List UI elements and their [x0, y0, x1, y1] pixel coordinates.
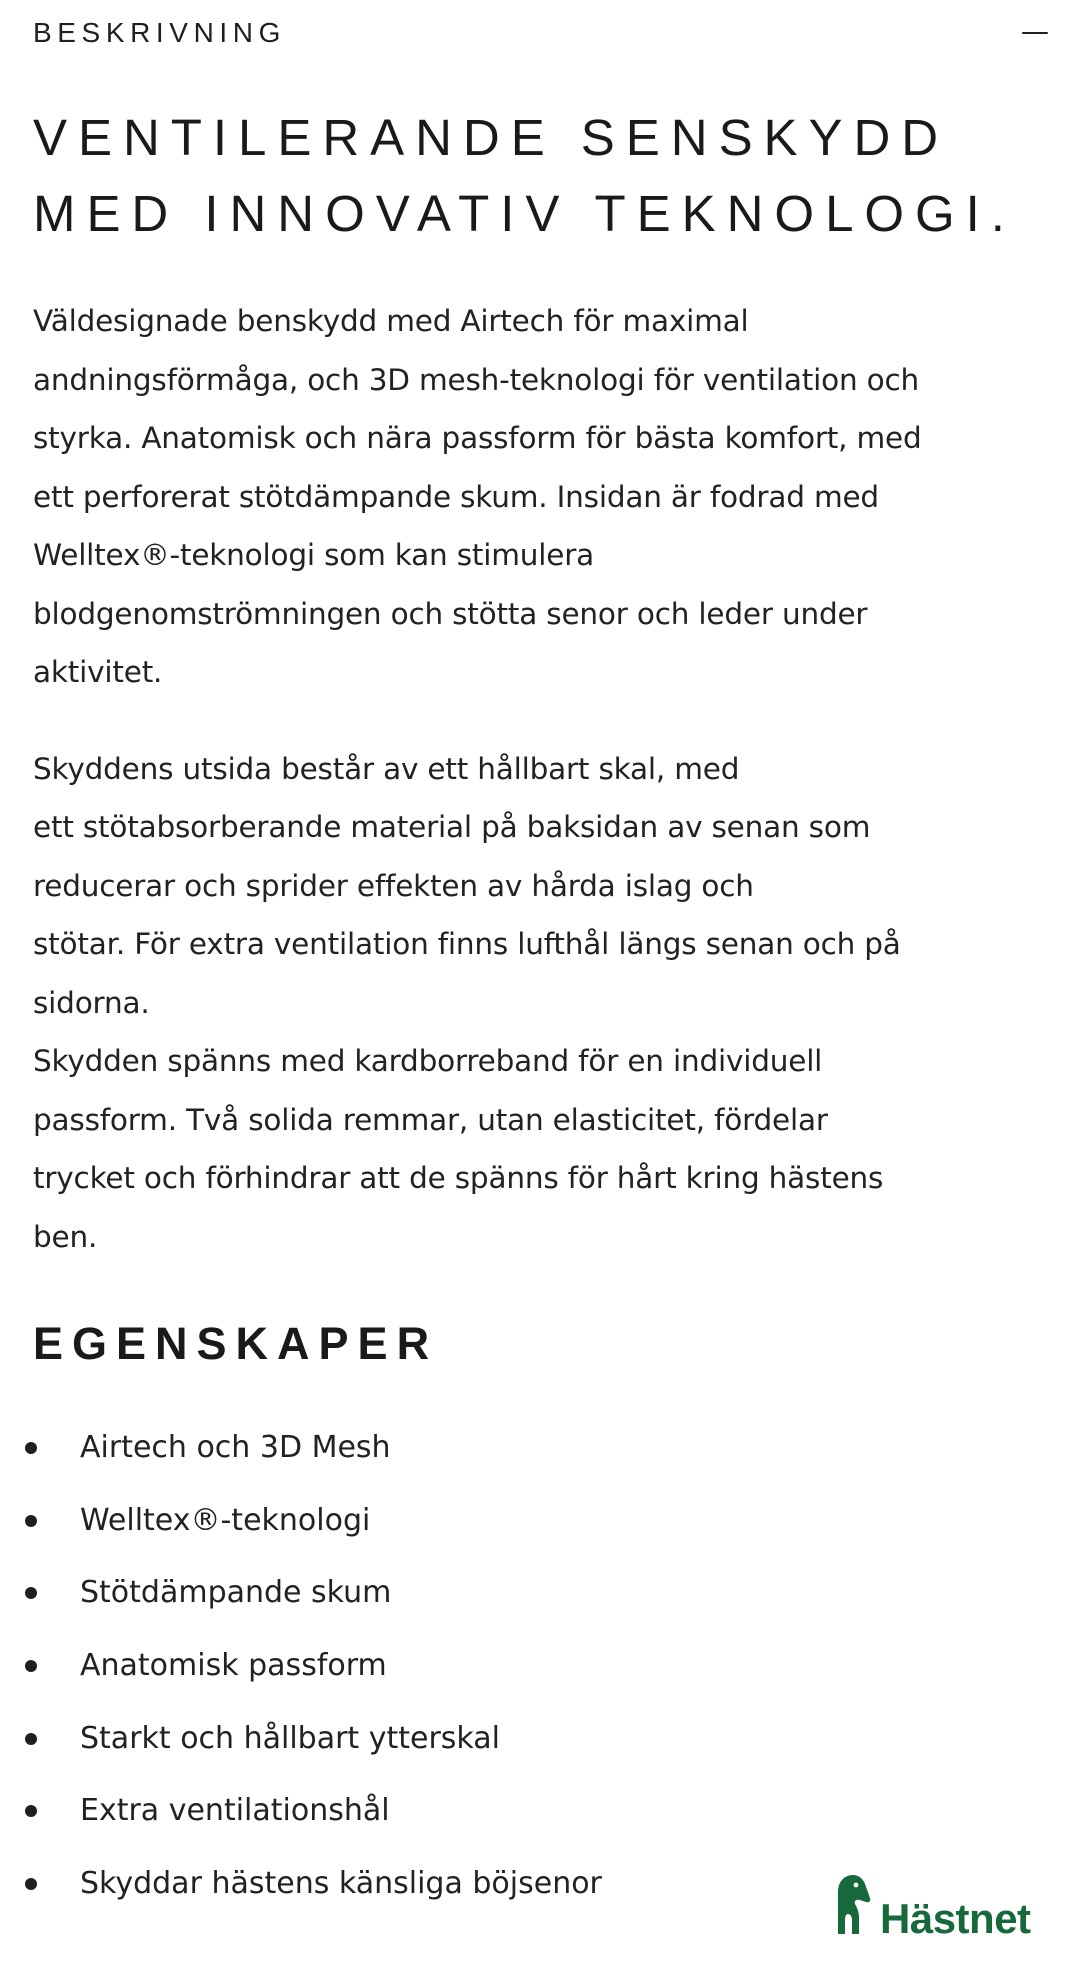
- bullet-icon: [25, 1587, 37, 1599]
- bullet-icon: [25, 1805, 37, 1817]
- text-line: Welltex®-teknologi som kan stimulera: [33, 538, 595, 572]
- bullet-icon: [25, 1660, 37, 1672]
- text-line: reducerar och sprider effekten av hårda islag och: [33, 868, 754, 903]
- features-heading: EGENSKAPER: [33, 1318, 439, 1369]
- feature-label: Starkt och hållbart ytterskal: [80, 1720, 500, 1756]
- minus-icon: [1022, 32, 1048, 35]
- feature-item: [0, 1710, 900, 1783]
- accordion-title: BESKRIVNING: [33, 17, 286, 48]
- feature-item: [0, 1637, 900, 1710]
- text-line: andningsförmåga, och 3D mesh-teknologi för ventilation och: [33, 362, 920, 397]
- text-line: Skyddens utsida består av ett hållbart skal, med: [33, 751, 740, 786]
- bullet-icon: [25, 1515, 37, 1527]
- feature-label: Stötdämpande skum: [80, 1575, 392, 1611]
- text-line: ett stötabsorberande material på baksidan av senan som: [33, 810, 871, 844]
- product-description-heading: [33, 100, 1053, 252]
- text-line: Skydden spänns med kardborreband för en individuell: [33, 1044, 823, 1078]
- heading-line: MED INNOVATIV TEKNOLOGI.: [33, 185, 1016, 242]
- feature-label: Extra ventilationshål: [80, 1793, 390, 1829]
- feature-label: Anatomisk passform: [80, 1648, 387, 1684]
- text-line: Väldesignade benskydd med Airtech för maximal: [33, 304, 749, 338]
- feature-item: [0, 1855, 900, 1928]
- logo-text: Hästnet: [880, 1895, 1031, 1942]
- hastnet-logo[interactable]: [836, 1870, 1031, 1942]
- feature-item: [0, 1419, 900, 1492]
- feature-label: Airtech och 3D Mesh: [80, 1430, 391, 1465]
- text-line: blodgenomströmningen och stötta senor och leder under: [33, 596, 868, 631]
- text-line: ben.: [33, 1219, 98, 1254]
- text-line: sidorna.: [33, 985, 150, 1020]
- text-line: ett perforerat stötdämpande skum. Insidan är fodrad med: [33, 479, 879, 514]
- text-line: stötar. För extra ventilation finns lufthål längs senan och på: [33, 927, 901, 961]
- bullet-icon: [25, 1878, 37, 1890]
- feature-item: [0, 1492, 900, 1565]
- description-accordion-header[interactable]: [0, 0, 1080, 64]
- feature-item: [0, 1564, 900, 1637]
- feature-label: Welltex®-teknologi: [80, 1502, 371, 1538]
- feature-item: [0, 1782, 900, 1855]
- description-paragraph-1: [33, 292, 1043, 702]
- description-paragraph-2: [33, 740, 1043, 1267]
- horse-head-icon: [836, 1874, 872, 1934]
- text-line: styrka. Anatomisk och nära passform för bästa komfort, med: [33, 421, 922, 455]
- feature-label: Skyddar hästens känsliga böjsenor: [80, 1866, 602, 1902]
- heading-line: VENTILERANDE SENSKYDD: [33, 109, 950, 166]
- bullet-icon: [25, 1733, 37, 1745]
- collapse-button[interactable]: [1014, 18, 1056, 48]
- text-line: trycket och förhindrar att de spänns för hårt kring hästens: [33, 1161, 884, 1195]
- description-body: [33, 292, 1043, 1266]
- text-line: aktivitet.: [33, 655, 163, 689]
- text-line: passform. Två solida remmar, utan elasticitet, fördelar: [33, 1102, 828, 1137]
- bullet-icon: [25, 1442, 37, 1454]
- features-list: [0, 1419, 900, 1928]
